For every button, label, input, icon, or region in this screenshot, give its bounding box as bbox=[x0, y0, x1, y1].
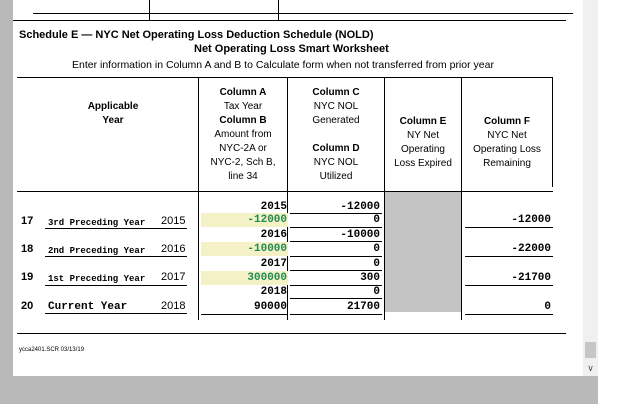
row19-f-underline bbox=[465, 285, 553, 286]
top-divider-v1 bbox=[149, 0, 150, 20]
column-a-b-header: Column A Tax Year Column B Amount from NYC-2A or NYC-2, Sch B, line 34 bbox=[210, 87, 276, 182]
screen-id-footer: ycca2401.SCR 03/13/19 bbox=[19, 347, 85, 353]
row19-remaining-value: -21700 bbox=[511, 272, 551, 284]
row18-label-underline bbox=[45, 256, 187, 257]
row19-year: 2017 bbox=[161, 271, 186, 283]
row17-remaining-value: -12000 bbox=[511, 214, 551, 226]
row18-d-underline bbox=[290, 256, 382, 257]
column-e-header: Column E NY Net Operating Loss Expired bbox=[394, 116, 452, 169]
scrollbar-thumb[interactable] bbox=[585, 342, 596, 358]
form-page bbox=[13, 0, 583, 376]
row18-f-underline bbox=[465, 256, 553, 257]
schedule-title: Schedule E — NYC Net Operating Loss Deduction Schedule (NOLD) bbox=[19, 29, 374, 41]
row17-amount-field[interactable]: -12000 bbox=[247, 214, 287, 226]
worksheet-title: Net Operating Loss Smart Worksheet bbox=[194, 43, 389, 55]
row17-year: 2015 bbox=[161, 215, 186, 227]
row18-generated-value: -10000 bbox=[340, 229, 380, 241]
row18-utilized-value: 0 bbox=[373, 243, 380, 255]
row19-label: 1st Preceding Year bbox=[48, 274, 146, 284]
row18-c-underline bbox=[290, 241, 382, 242]
row17-tax-year-field[interactable]: 2015 bbox=[260, 201, 287, 213]
header-top-line bbox=[17, 77, 553, 78]
vertical-scrollbar[interactable] bbox=[583, 0, 598, 376]
column-c-d-header: Column C NYC NOL Generated Column D NYC NOL Utilized bbox=[312, 87, 360, 182]
row20-c-underline bbox=[290, 298, 382, 299]
section-divider bbox=[13, 20, 566, 21]
row19-tax-year-field[interactable]: 2017 bbox=[260, 258, 287, 270]
row20-amount-field[interactable]: 90000 bbox=[253, 301, 287, 313]
row19-number: 19 bbox=[21, 271, 34, 283]
row19-amount-field[interactable]: 300000 bbox=[247, 272, 287, 284]
row19-utilized-value: 300 bbox=[360, 272, 380, 284]
row17-number: 17 bbox=[21, 215, 34, 227]
header-bottom-line bbox=[17, 191, 553, 192]
row18-tax-year-field[interactable]: 2016 bbox=[260, 229, 287, 241]
top-divider bbox=[33, 13, 573, 14]
row18-amount-field[interactable]: -10000 bbox=[247, 243, 287, 255]
row20-remaining-value: 0 bbox=[544, 301, 551, 313]
window-background bbox=[598, 0, 641, 404]
row18-number: 18 bbox=[21, 243, 34, 255]
row17-utilized-value: 0 bbox=[373, 214, 380, 226]
row20-year: 2018 bbox=[161, 300, 186, 312]
row19-c-underline bbox=[290, 270, 382, 271]
row20-tax-year-field[interactable]: 2018 bbox=[260, 286, 287, 298]
row20-f-underline bbox=[465, 314, 553, 315]
row18-year: 2016 bbox=[161, 243, 186, 255]
row20-label: Current Year bbox=[48, 301, 128, 313]
instruction-text: Enter information in Column A and B to Calculate form when not transferred from prior year bbox=[72, 59, 494, 71]
row19-generated-value: 0 bbox=[373, 258, 380, 270]
row20-number: 20 bbox=[21, 300, 34, 312]
row17-generated-value: -12000 bbox=[340, 201, 380, 213]
top-divider-v2 bbox=[278, 0, 279, 20]
row20-b-underline bbox=[201, 314, 287, 315]
col-divider-5 bbox=[552, 77, 553, 187]
row17-label-underline bbox=[45, 228, 187, 229]
row20-utilized-value: 21700 bbox=[346, 301, 380, 313]
row20-generated-value: 0 bbox=[373, 286, 380, 298]
row17-f-underline bbox=[465, 227, 553, 228]
row17-d-underline bbox=[290, 227, 382, 228]
col-divider-4 bbox=[461, 77, 462, 320]
column-e-disabled-area bbox=[385, 192, 461, 312]
applicable-year-header: Applicable Year bbox=[87, 101, 139, 126]
table-bottom-line bbox=[17, 333, 566, 334]
column-f-header: Column F NYC Net Operating Loss Remaining bbox=[473, 116, 541, 169]
row18-remaining-value: -22000 bbox=[511, 243, 551, 255]
scroll-down-arrow-icon[interactable]: ∨ bbox=[587, 363, 594, 373]
row20-d-underline bbox=[290, 314, 382, 315]
row20-label-underline bbox=[45, 313, 187, 314]
row19-label-underline bbox=[45, 285, 187, 286]
row17-label: 3rd Preceding Year bbox=[48, 218, 146, 228]
row18-label: 2nd Preceding Year bbox=[48, 246, 146, 256]
